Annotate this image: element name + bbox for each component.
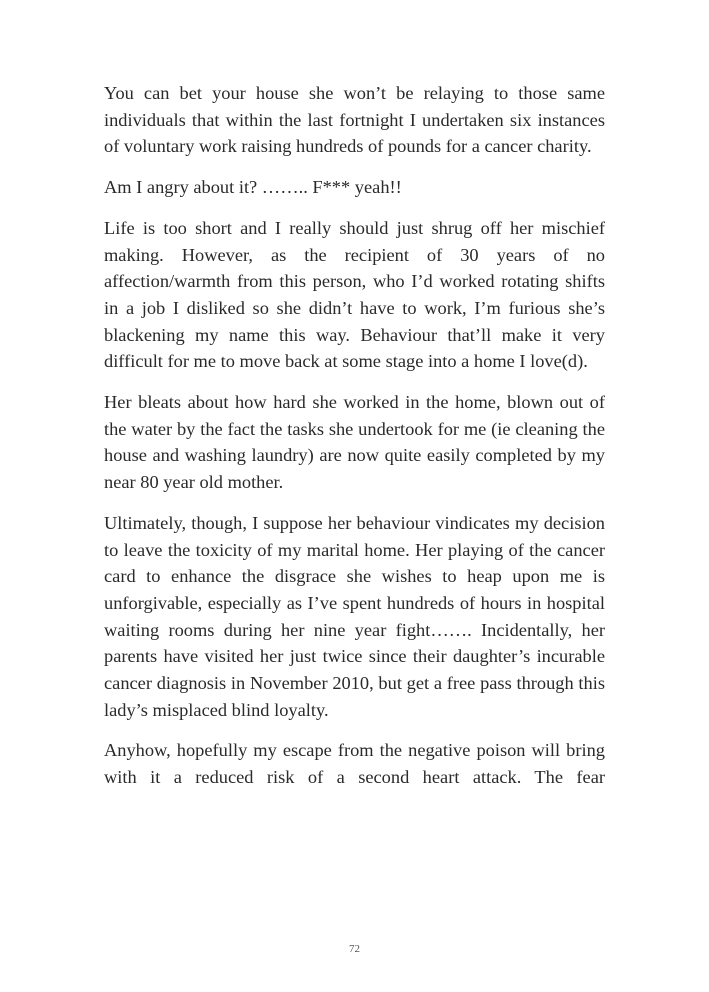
paragraph-6: Anyhow, hopefully my escape from the negative poison will bring with it a reduced risk of a second heart attack. The fear	[104, 740, 605, 788]
paragraph-3: Life is too short and I really should just shrug off her mischief making. However, as the recipient of 30 years of no affection/warmth from this person, who I’d worked rotating shifts in a job I disliked so she didn’t have to work, I’m furious she’s blackening my name this way. Behaviour that’ll make it very difficult for me to move back at some stage into a home I love(d).	[104, 217, 605, 372]
paragraph-5: Ultimately, though, I suppose her behaviour vindicates my decision to leave the toxicity of my marital home. Her playing of the cancer card to enhance the disgrace she wishes to heap upon me is unforgivable, especially as I’ve spent hundreds of hours in hospital waiting rooms during her nine year fight……. Incidentally, her parents have visited her just twice since their daughter’s incurable cancer diagnosis in November 2010, but get a free pass through this lady’s misplaced blind loyalty.	[104, 512, 605, 720]
body-text	[104, 80, 605, 805]
page-number: 72	[349, 943, 360, 955]
paragraph-1: You can bet your house she won’t be relaying to those same individuals that within the last fortnight I undertaken six instances of voluntary work raising hundreds of pounds for a cancer charity.	[104, 83, 605, 157]
paragraph-4: Her bleats about how hard she worked in the home, blown out of the water by the fact the tasks she undertook for me (ie cleaning the house and washing laundry) are now quite easily completed by my near 80 year old mother.	[104, 392, 605, 493]
paragraph-2: Am I angry about it? …….. F*** yeah!!	[104, 177, 402, 198]
